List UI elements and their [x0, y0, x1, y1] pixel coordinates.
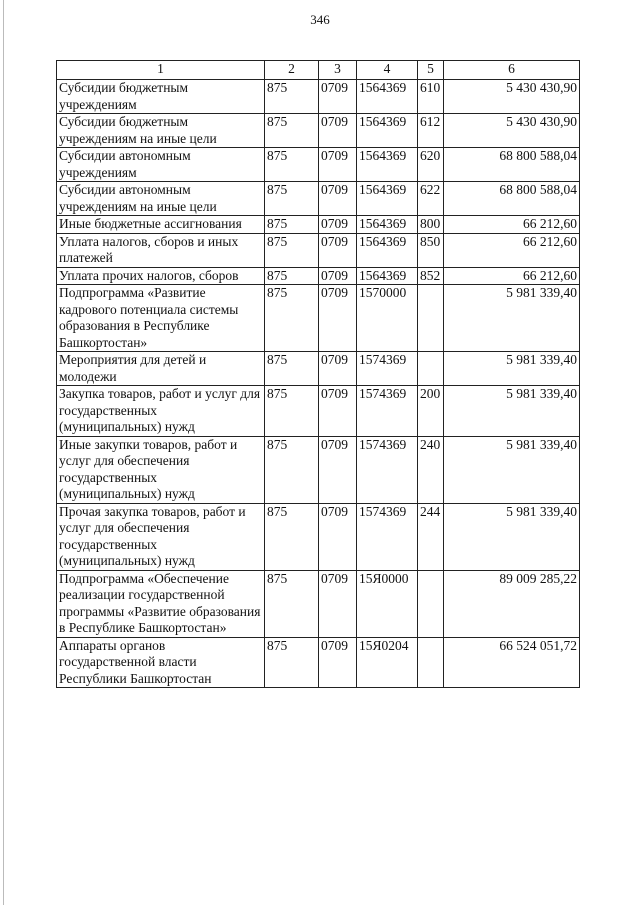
row-amount-cell: 66 212,60 [444, 267, 580, 285]
table-body [57, 80, 580, 688]
row-target-cell: 1564369 [357, 114, 418, 148]
row-name-cell: Подпрограмма «Обеспечение реализации государственной программы «Развитие образования в Республике Башкортостан» [57, 570, 265, 637]
scan-edge-line [3, 0, 4, 905]
row-expense-type-cell [418, 570, 444, 637]
row-name-cell: Субсидии бюджетным учреждениям [57, 80, 265, 114]
row-amount-cell: 5 981 339,40 [444, 352, 580, 386]
row-expense-type-cell: 852 [418, 267, 444, 285]
row-expense-type-cell [418, 637, 444, 688]
row-amount-cell: 66 212,60 [444, 216, 580, 234]
row-expense-type-cell: 240 [418, 436, 444, 503]
row-target-cell: 1570000 [357, 285, 418, 352]
row-name-cell: Аппараты органов государственной власти Республики Башкортостан [57, 637, 265, 688]
row-section-cell: 0709 [319, 114, 357, 148]
column-header: 1 [57, 61, 265, 80]
table-row [57, 216, 580, 234]
row-expense-type-cell: 612 [418, 114, 444, 148]
table-row [57, 148, 580, 182]
column-header: 2 [265, 61, 319, 80]
row-section-cell: 0709 [319, 216, 357, 234]
column-header: 4 [357, 61, 418, 80]
row-amount-cell: 89 009 285,22 [444, 570, 580, 637]
row-name-cell: Субсидии автономным учреждениям [57, 148, 265, 182]
row-amount-cell: 5 981 339,40 [444, 285, 580, 352]
table-row [57, 436, 580, 503]
row-expense-type-cell: 610 [418, 80, 444, 114]
row-amount-cell: 66 524 051,72 [444, 637, 580, 688]
column-header: 6 [444, 61, 580, 80]
row-target-cell: 15Я0204 [357, 637, 418, 688]
row-grbs-cell: 875 [265, 503, 319, 570]
row-grbs-cell: 875 [265, 114, 319, 148]
row-section-cell: 0709 [319, 285, 357, 352]
row-section-cell: 0709 [319, 637, 357, 688]
row-grbs-cell: 875 [265, 352, 319, 386]
row-amount-cell: 66 212,60 [444, 233, 580, 267]
row-name-cell: Уплата налогов, сборов и иных платежей [57, 233, 265, 267]
row-expense-type-cell: 850 [418, 233, 444, 267]
row-section-cell: 0709 [319, 80, 357, 114]
table-row [57, 80, 580, 114]
row-target-cell: 1564369 [357, 233, 418, 267]
row-name-cell: Субсидии автономным учреждениям на иные цели [57, 182, 265, 216]
row-target-cell: 1564369 [357, 182, 418, 216]
row-expense-type-cell [418, 352, 444, 386]
row-grbs-cell: 875 [265, 182, 319, 216]
row-target-cell: 1564369 [357, 148, 418, 182]
row-target-cell: 1564369 [357, 216, 418, 234]
row-amount-cell: 5 981 339,40 [444, 436, 580, 503]
row-grbs-cell: 875 [265, 285, 319, 352]
table-row [57, 637, 580, 688]
table-row [57, 182, 580, 216]
column-header: 3 [319, 61, 357, 80]
row-name-cell: Подпрограмма «Развитие кадрового потенциала системы образования в Республике Башкортостан» [57, 285, 265, 352]
row-expense-type-cell: 800 [418, 216, 444, 234]
table-header-row [57, 61, 580, 80]
row-grbs-cell: 875 [265, 233, 319, 267]
row-expense-type-cell [418, 285, 444, 352]
table-row [57, 114, 580, 148]
table-row [57, 570, 580, 637]
row-amount-cell: 68 800 588,04 [444, 182, 580, 216]
row-target-cell: 1574369 [357, 352, 418, 386]
row-expense-type-cell: 620 [418, 148, 444, 182]
row-target-cell: 15Я0000 [357, 570, 418, 637]
row-grbs-cell: 875 [265, 570, 319, 637]
row-name-cell: Иные бюджетные ассигнования [57, 216, 265, 234]
row-grbs-cell: 875 [265, 148, 319, 182]
row-grbs-cell: 875 [265, 216, 319, 234]
row-target-cell: 1564369 [357, 80, 418, 114]
row-expense-type-cell: 200 [418, 386, 444, 437]
row-expense-type-cell: 244 [418, 503, 444, 570]
row-target-cell: 1574369 [357, 503, 418, 570]
row-target-cell: 1564369 [357, 267, 418, 285]
row-grbs-cell: 875 [265, 436, 319, 503]
row-name-cell: Субсидии бюджетным учреждениям на иные цели [57, 114, 265, 148]
row-name-cell: Иные закупки товаров, работ и услуг для обеспечения государственных (муниципальных) нужд [57, 436, 265, 503]
table-row [57, 352, 580, 386]
row-expense-type-cell: 622 [418, 182, 444, 216]
row-section-cell: 0709 [319, 352, 357, 386]
row-amount-cell: 5 981 339,40 [444, 503, 580, 570]
row-amount-cell: 5 430 430,90 [444, 114, 580, 148]
row-grbs-cell: 875 [265, 80, 319, 114]
row-section-cell: 0709 [319, 182, 357, 216]
table-row [57, 503, 580, 570]
row-section-cell: 0709 [319, 267, 357, 285]
page-number: 346 [310, 12, 330, 27]
table-row [57, 233, 580, 267]
row-section-cell: 0709 [319, 503, 357, 570]
row-section-cell: 0709 [319, 233, 357, 267]
row-section-cell: 0709 [319, 148, 357, 182]
column-header: 5 [418, 61, 444, 80]
row-amount-cell: 5 981 339,40 [444, 386, 580, 437]
budget-table [56, 60, 580, 688]
row-amount-cell: 68 800 588,04 [444, 148, 580, 182]
row-grbs-cell: 875 [265, 386, 319, 437]
row-target-cell: 1574369 [357, 386, 418, 437]
row-target-cell: 1574369 [357, 436, 418, 503]
row-section-cell: 0709 [319, 386, 357, 437]
table-row [57, 285, 580, 352]
row-amount-cell: 5 430 430,90 [444, 80, 580, 114]
row-name-cell: Закупка товаров, работ и услуг для государственных (муниципальных) нужд [57, 386, 265, 437]
row-section-cell: 0709 [319, 436, 357, 503]
row-grbs-cell: 875 [265, 267, 319, 285]
row-name-cell: Мероприятия для детей и молодежи [57, 352, 265, 386]
row-name-cell: Прочая закупка товаров, работ и услуг для обеспечения государственных (муниципальных) нужд [57, 503, 265, 570]
table-row [57, 386, 580, 437]
row-section-cell: 0709 [319, 570, 357, 637]
table-row [57, 267, 580, 285]
row-grbs-cell: 875 [265, 637, 319, 688]
row-name-cell: Уплата прочих налогов, сборов [57, 267, 265, 285]
